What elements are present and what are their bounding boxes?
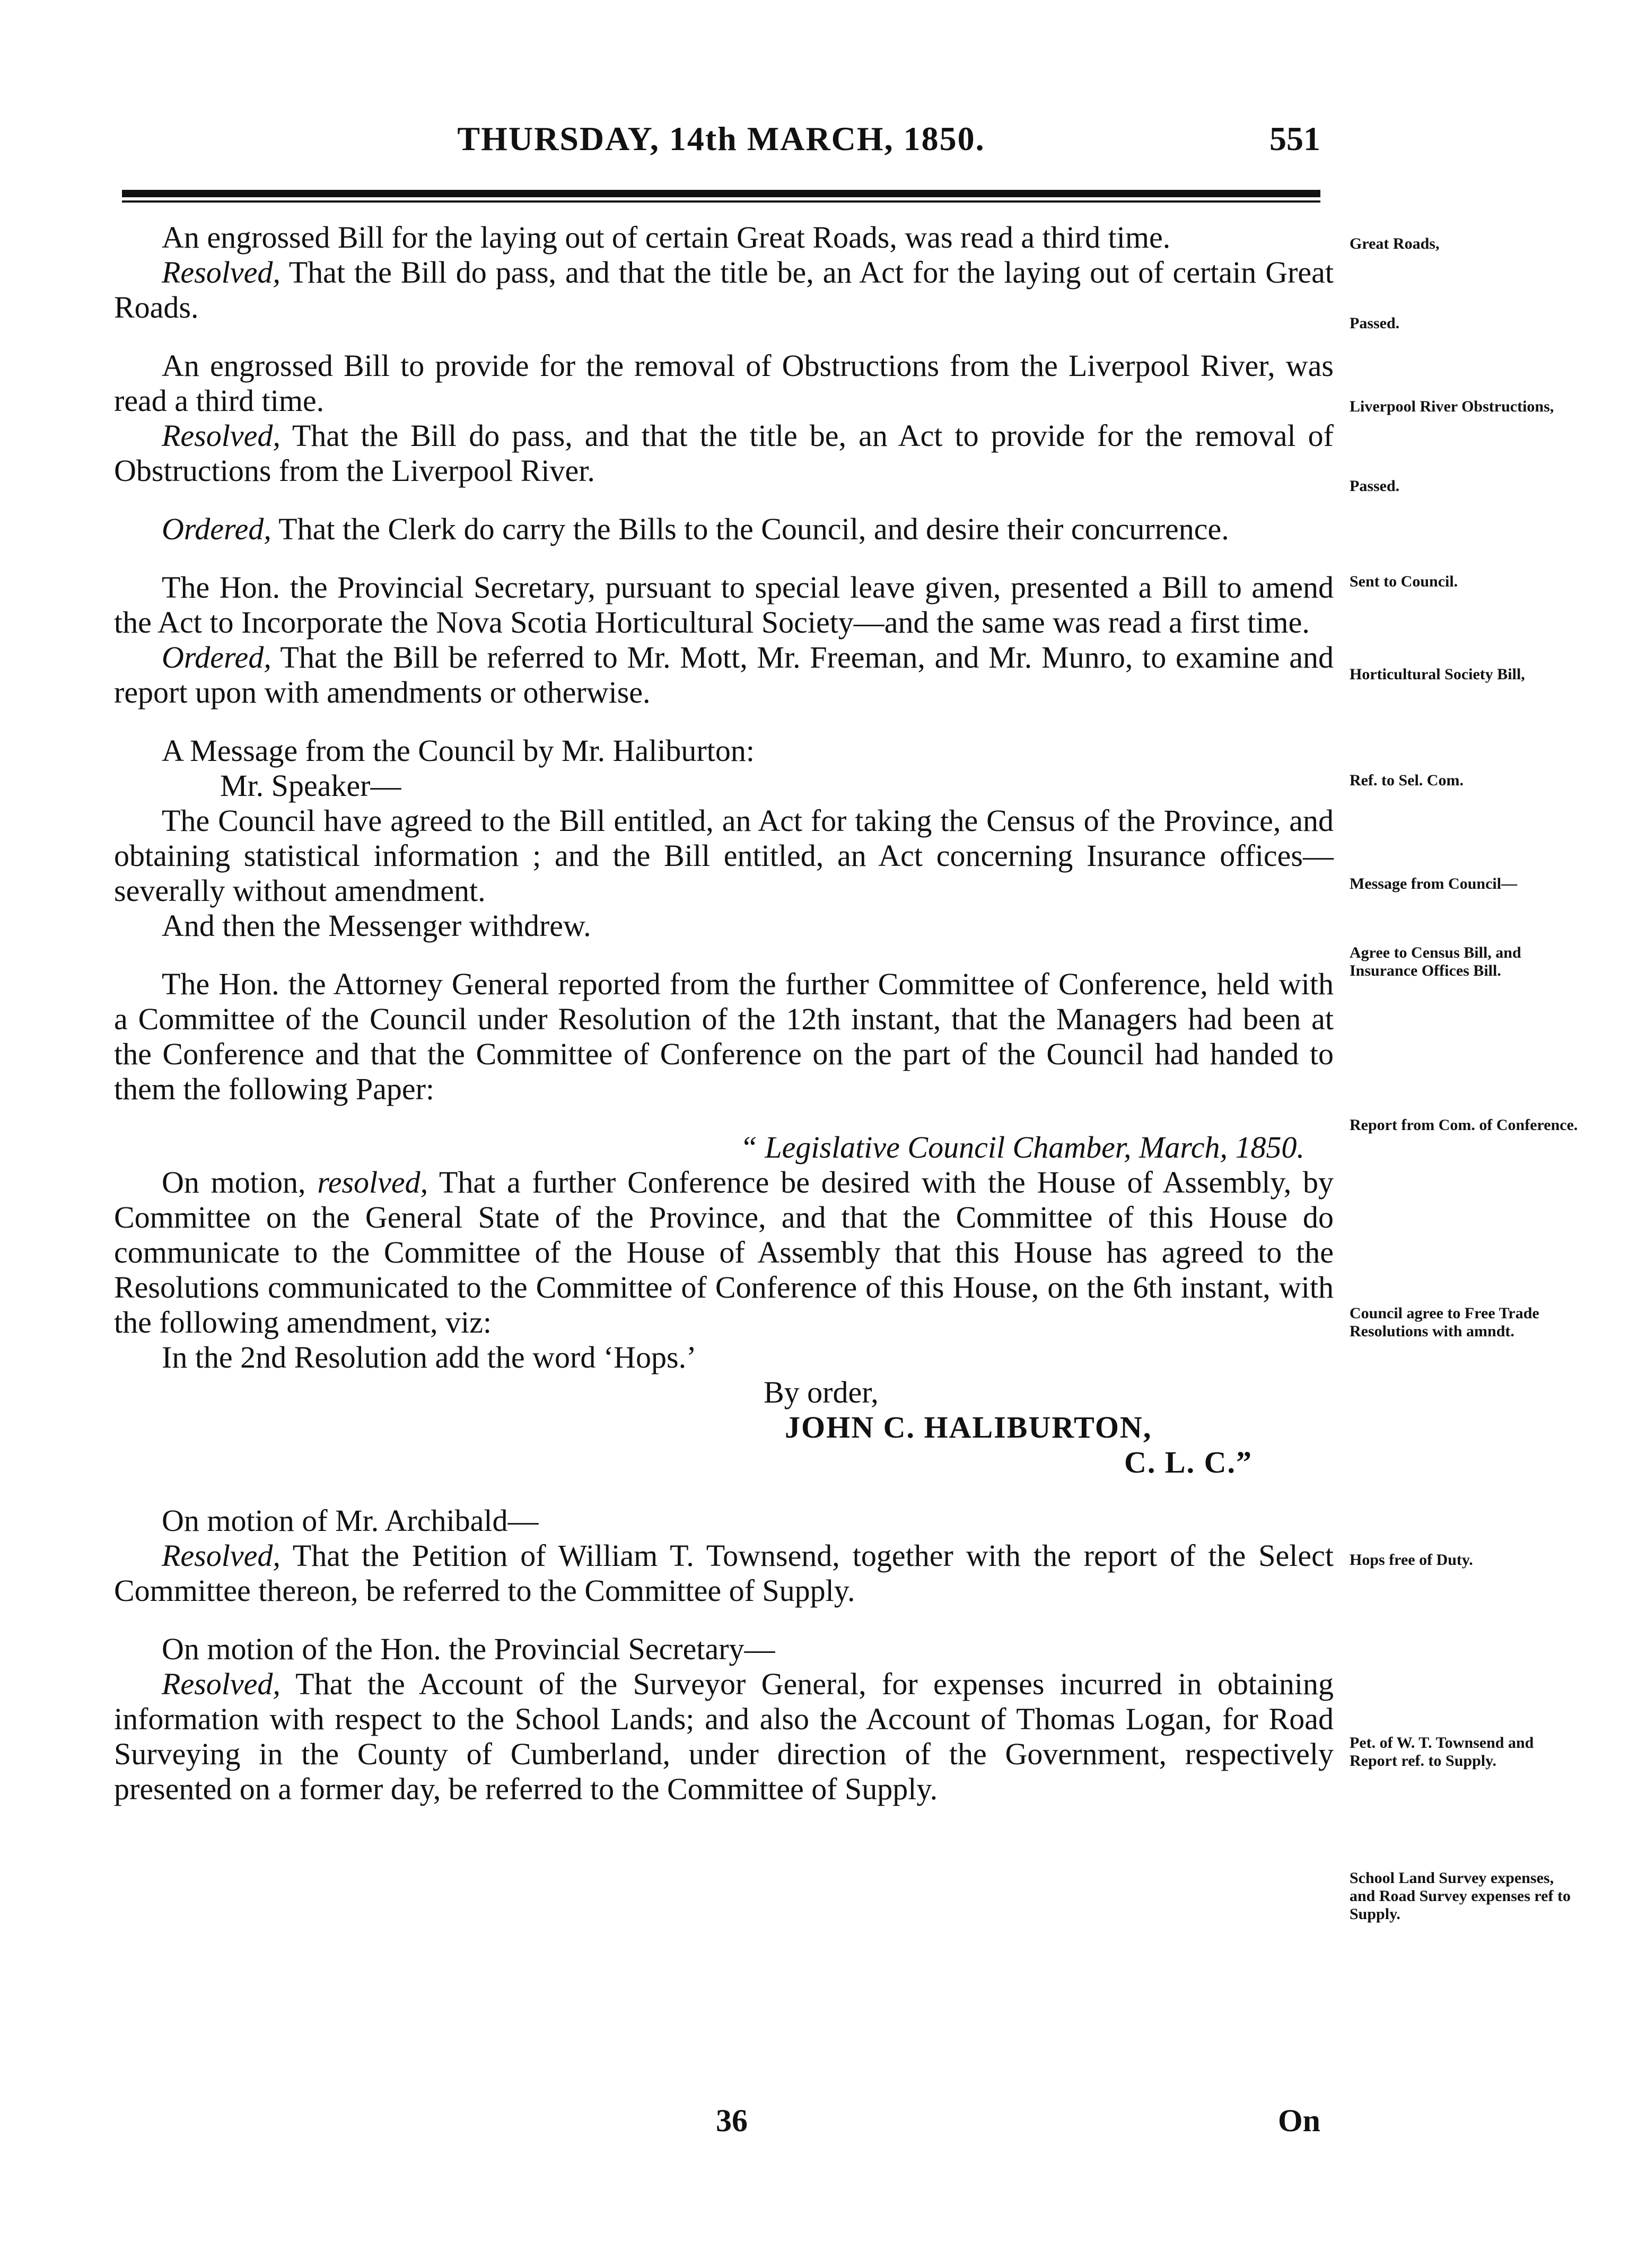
entry-horticultural-ordered: Ordered, That the Bill be referred to Mr. Mott, Mr. Freeman, and Mr. Munro, to examine and report upon with amendments or otherwise. — [114, 640, 1334, 710]
entry-hops-amendment: In the 2nd Resolution add the word ‘Hops.’ — [162, 1340, 697, 1374]
margin-note-school-land: School Land Survey expenses, and Road Survey expenses ref to Supply. — [1350, 1869, 1571, 1923]
entry-council-message: A Message from the Council by Mr. Haliburton: — [162, 733, 755, 768]
header-rule-thin — [122, 200, 1320, 203]
margin-note-great-roads: Great Roads, — [1350, 235, 1440, 252]
page-number: 551 — [1269, 120, 1320, 157]
entry-surveyor-resolved: Resolved, That the Account of the Surveyor General, for expenses incurred in obtaining information with respect to the School Lands; and also the Account of Thomas Logan, for Road Surveying in the County of Cumberland, under direction of the Government, respectively presented on a former day, be referred to the Committee of Supply. — [114, 1667, 1334, 1806]
entry-council-chamber-heading: “ Legislative Council Chamber, March, 1850. — [740, 1130, 1304, 1164]
entry-further-conference: On motion, resolved, That a further Conference be desired with the House of Assembly, by Committee on the General State of the Province, and that the Committee of this House do communicate to the Committee of the House of Assembly that this House has agreed to the Resolutions communicated to the Committee of Conference of this House, on the 6th instant, with the following amendment, viz: — [114, 1165, 1334, 1339]
main-text-column — [114, 220, 1334, 1807]
page-header — [122, 119, 1320, 178]
page-footer — [122, 2103, 1320, 2145]
margin-note-sent-to-council: Sent to Council. — [1350, 573, 1458, 590]
margin-note-ref-sel-com: Ref. to Sel. Com. — [1350, 772, 1464, 789]
entry-townsend-resolved: Resolved, That the Petition of William T. Townsend, together with the report of the Select Committee thereon, be referred to the Committee of Supply. — [114, 1538, 1334, 1608]
entry-horticultural-bill: The Hon. the Provincial Secretary, pursuant to special leave given, presented a Bill to amend the Act to Incorporate the Nova Scotia Horticultural Society—and the same was read a first time. — [114, 570, 1334, 640]
entry-secretary-motion: On motion of the Hon. the Provincial Secretary— — [162, 1632, 775, 1666]
entry-liverpool-resolved: Resolved, That the Bill do pass, and that the title be, an Act to provide for the removal of Obstructions from the Liverpool River. — [114, 418, 1334, 488]
entry-archibald-motion: On motion of Mr. Archibald— — [162, 1503, 539, 1538]
entry-bills-to-council: Ordered, That the Clerk do carry the Bills to the Council, and desire their concurrence. — [162, 512, 1229, 546]
entry-liverpool-reading: An engrossed Bill to provide for the removal of Obstructions from the Liverpool River, was read a third time. — [114, 348, 1334, 418]
entry-signatory-title: C. L. C.” — [1124, 1445, 1252, 1479]
margin-note-townsend: Pet. of W. T. Townsend and Report ref. to Supply. — [1350, 1734, 1534, 1770]
entry-great-roads-resolved: Resolved, That the Bill do pass, and that the title be, an Act for the laying out of certain Great Roads. — [114, 255, 1334, 325]
entry-mr-speaker: Mr. Speaker— — [220, 768, 401, 803]
margin-note-horticultural: Horticultural Society Bill, — [1350, 665, 1525, 683]
margin-note-conference-report: Report from Com. of Conference. — [1350, 1116, 1578, 1134]
entry-great-roads-reading: An engrossed Bill for the laying out of certain Great Roads, was read a third time. — [162, 220, 1171, 255]
header-date: THURSDAY, 14th MARCH, 1850. — [457, 120, 985, 157]
entry-council-agreed: The Council have agreed to the Bill entitled, an Act for taking the Census of the Province, and obtaining statistical information ; and the Bill entitled, an Act concerning Insurance offices—severally without amendment. — [114, 803, 1334, 908]
margin-note-passed-1: Passed. — [1350, 314, 1400, 332]
entry-conference-report: The Hon. the Attorney General reported from the further Committee of Conference, held with a Committee of the Council under Resolution of the 12th instant, that the Managers had been at the Conference and that the Committee of Conference on the part of the Council had handed to them the following Paper: — [114, 967, 1334, 1106]
margin-note-hops: Hops free of Duty. — [1350, 1551, 1473, 1569]
margin-note-passed-2: Passed. — [1350, 477, 1400, 495]
entry-messenger-withdrew: And then the Messenger withdrew. — [162, 908, 591, 943]
catchword: On — [1277, 2103, 1320, 2138]
entry-signatory-name: JOHN C. HALIBURTON, — [785, 1410, 1152, 1444]
signature-mark: 36 — [716, 2103, 748, 2138]
margin-note-liverpool: Liverpool River Obstructions, — [1350, 398, 1554, 415]
header-rule-thick — [122, 190, 1320, 197]
entry-by-order: By order, — [764, 1375, 879, 1409]
margin-note-message: Message from Council— — [1350, 875, 1518, 892]
margin-note-free-trade: Council agree to Free Trade Resolutions with amndt. — [1350, 1304, 1539, 1340]
margin-note-census-bill: Agree to Census Bill, and Insurance Offices Bill. — [1350, 944, 1521, 979]
